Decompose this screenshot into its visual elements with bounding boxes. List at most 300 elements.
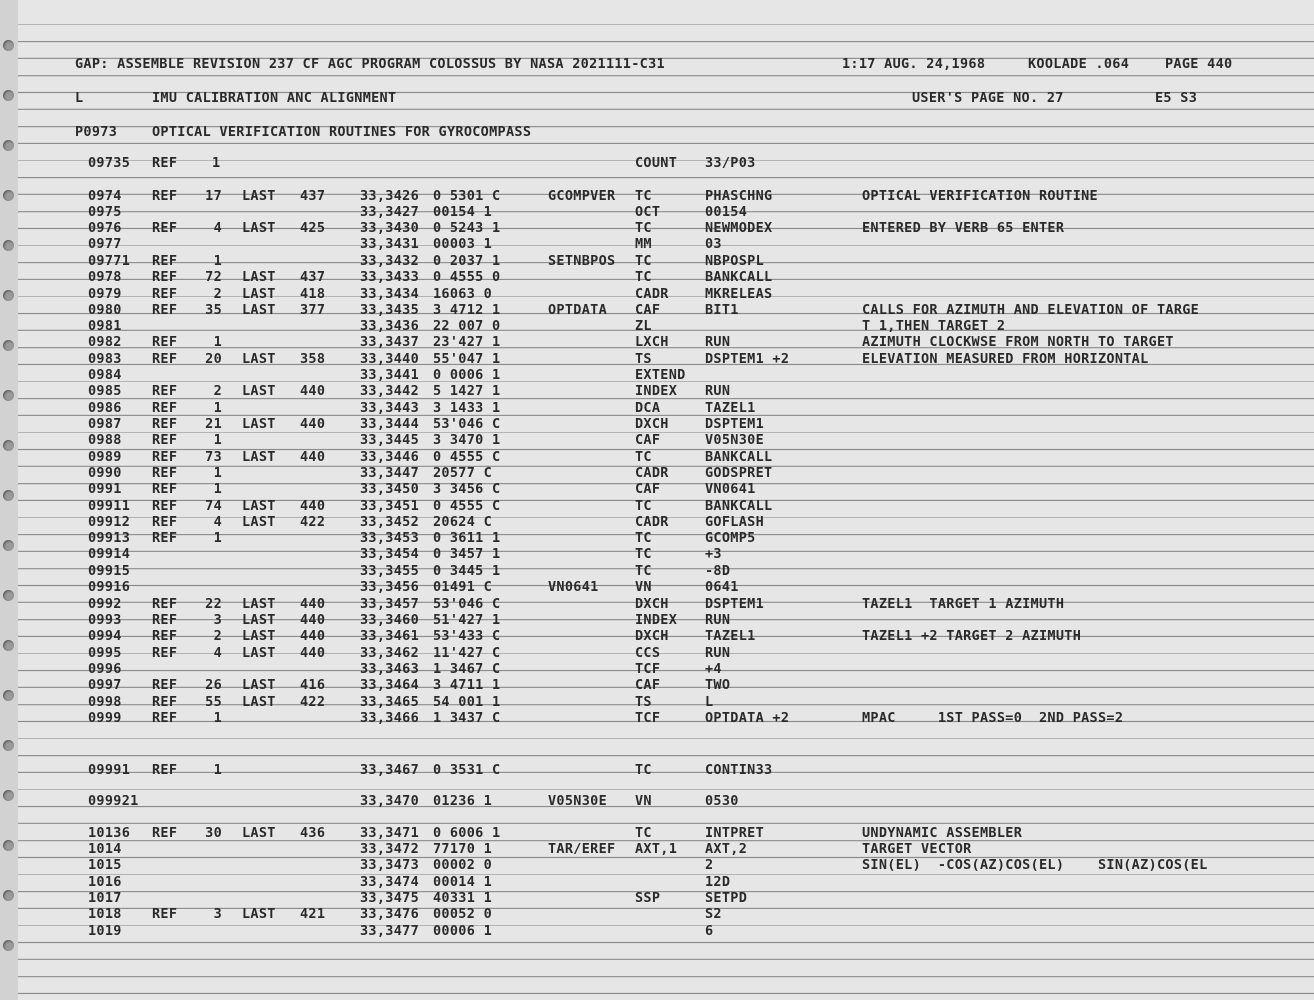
listing-row [0,661,1314,677]
opcode: SSP [635,890,661,906]
last-page: 422 [300,514,326,530]
ref-keyword: REF [152,677,178,693]
seq-number: 09913 [88,530,131,546]
seq-number: 0987 [88,416,122,432]
section-marker: L [75,90,84,106]
line-comment: ENTERED BY VERB 65 ENTER [862,220,1065,236]
last-keyword: LAST [242,383,276,399]
opcode: CADR [635,514,669,530]
ref-count: 1 [213,481,222,497]
opcode: CADR [635,286,669,302]
opcode: TC [635,825,652,841]
octal-word: 3 4712 1 [433,302,501,318]
count-line [0,155,1314,171]
bank-address: 33,3450 [360,481,419,497]
line-comment: T 1,THEN TARGET 2 [862,318,1006,334]
operand: OPTDATA +2 [705,710,790,726]
opcode: TC [635,253,652,269]
operand: GCOMP5 [705,530,756,546]
bank-address: 33,3432 [360,253,419,269]
operand: 2 [705,857,714,873]
listing-row [0,188,1314,204]
ref-keyword: REF [152,400,178,416]
seq-number: 0999 [88,710,122,726]
listing-row [0,793,1314,809]
bank-address: 33,3461 [360,628,419,644]
opcode: MM [635,236,652,252]
seq-number: 1016 [88,874,122,890]
operand: BANKCALL [705,269,773,285]
opcode: INDEX [635,612,678,628]
seq-number: 09915 [88,563,131,579]
last-keyword: LAST [242,612,276,628]
octal-word: 3 3470 1 [433,432,501,448]
octal-word: 00003 1 [433,236,492,252]
bank-address: 33,3471 [360,825,419,841]
bank-address: 33,3436 [360,318,419,334]
octal-word: 0 4555 C [433,449,501,465]
operand: BANKCALL [705,449,773,465]
seq-number: 0979 [88,286,122,302]
last-keyword: LAST [242,286,276,302]
bank-address: 33,3464 [360,677,419,693]
listing-row [0,302,1314,318]
seq-number: 0989 [88,449,122,465]
listing-row [0,253,1314,269]
line-comment: ELEVATION MEASURED FROM HORIZONTAL [862,351,1149,367]
operand: AXT,2 [705,841,748,857]
ref-keyword: REF [152,465,178,481]
listing-row [0,677,1314,693]
operand: +3 [705,546,722,562]
opcode: CCS [635,645,661,661]
opcode: TC [635,563,652,579]
seq-number: 10136 [88,825,131,841]
opcode: TS [635,351,652,367]
last-page: 440 [300,612,326,628]
octal-word: 77170 1 [433,841,492,857]
seq-number: 0983 [88,351,122,367]
last-page: 440 [300,498,326,514]
bank-address: 33,3446 [360,449,419,465]
last-keyword: LAST [242,677,276,693]
bank-address: 33,3467 [360,762,419,778]
bank-address: 33,3466 [360,710,419,726]
operand: SETPD [705,890,748,906]
bank-address: 33,3451 [360,498,419,514]
opcode: INDEX [635,383,678,399]
operand: CONTIN33 [705,762,773,778]
listing-row [0,514,1314,530]
last-keyword: LAST [242,498,276,514]
last-page: 437 [300,269,326,285]
log-id: P0973 [75,124,118,140]
operand: DSPTEM1 [705,416,764,432]
ref-keyword: REF [152,514,178,530]
symbol-label: OPTDATA [548,302,607,318]
ref-keyword: REF [152,269,178,285]
operand: 6 [705,923,714,939]
operand: V05N30E [705,432,764,448]
octal-word: 3 4711 1 [433,677,501,693]
last-page: 440 [300,596,326,612]
bank-address: 33,3477 [360,923,419,939]
ref-keyword: REF [152,351,178,367]
listing-row [0,874,1314,890]
operand: TWO [705,677,731,693]
octal-word: 20624 C [433,514,492,530]
listing-row [0,449,1314,465]
opcode: CAF [635,432,661,448]
octal-word: 0 4555 C [433,498,501,514]
bank-address: 33,3462 [360,645,419,661]
symbol-label: VN0641 [548,579,599,595]
octal-word: 23'427 1 [433,334,501,350]
last-page: 358 [300,351,326,367]
opcode: ZL [635,318,652,334]
seq-number: 0997 [88,677,122,693]
bank-address: 33,3454 [360,546,419,562]
octal-word: 00052 0 [433,906,492,922]
last-keyword: LAST [242,628,276,644]
last-page: 440 [300,449,326,465]
line-comment: TARGET VECTOR [862,841,972,857]
last-page: 418 [300,286,326,302]
ref-count: 72 [205,269,222,285]
ref-keyword: REF [152,628,178,644]
listing-row [0,546,1314,562]
opcode: TC [635,546,652,562]
last-keyword: LAST [242,416,276,432]
ref-count: 4 [213,220,222,236]
last-page: 440 [300,645,326,661]
listing-row [0,579,1314,595]
print-timestamp: 1:17 AUG. 24,1968 [842,56,986,72]
bank-address: 33,3430 [360,220,419,236]
ref-count: 1 [212,155,221,171]
ref-count: 4 [213,514,222,530]
octal-word: 1 3437 C [433,710,501,726]
operand: 0641 [705,579,739,595]
listing-row [0,204,1314,220]
symbol-label: SETNBPOS [548,253,616,269]
listing-row [0,498,1314,514]
ref-keyword: REF [152,253,178,269]
opcode: DXCH [635,596,669,612]
ref-keyword: REF [152,825,178,841]
listing-row [0,465,1314,481]
last-keyword: LAST [242,825,276,841]
ref-count: 35 [205,302,222,318]
octal-word: 0 3457 1 [433,546,501,562]
listing-row [0,612,1314,628]
seq-number: 0992 [88,596,122,612]
operand: PHASCHNG [705,188,773,204]
ref-keyword: REF [152,498,178,514]
seq-number: 099921 [88,793,139,809]
last-keyword: LAST [242,514,276,530]
bank-address: 33,3472 [360,841,419,857]
octal-word: 0 0006 1 [433,367,501,383]
seq-number: 0996 [88,661,122,677]
seq-number: 0998 [88,694,122,710]
octal-word: 55'047 1 [433,351,501,367]
last-keyword: LAST [242,351,276,367]
ref-count: 1 [213,762,222,778]
octal-word: 01236 1 [433,793,492,809]
listing-row [0,563,1314,579]
octal-word: 40331 1 [433,890,492,906]
operand: BIT1 [705,302,739,318]
ref-count: 55 [205,694,222,710]
operand: +4 [705,661,722,677]
opcode: CAF [635,302,661,318]
bank-address: 33,3445 [360,432,419,448]
last-page: 437 [300,188,326,204]
operand: GOFLASH [705,514,764,530]
seq-number: 0994 [88,628,122,644]
user-code: E5 S3 [1155,90,1198,106]
bank-address: 33,3442 [360,383,419,399]
octal-word: 00154 1 [433,204,492,220]
operand: MKRELEAS [705,286,773,302]
bank-address: 33,3455 [360,563,419,579]
ref-keyword: REF [152,416,178,432]
bank-address: 33,3431 [360,236,419,252]
bank-address: 33,3447 [360,465,419,481]
last-keyword: LAST [242,645,276,661]
seq-number: 0974 [88,188,122,204]
opcode: TC [635,220,652,236]
koolade-version: KOOLADE .064 [1028,56,1130,72]
bank-address: 33,3453 [360,530,419,546]
bank-address: 33,3433 [360,269,419,285]
operand: TAZEL1 [705,400,756,416]
ref-count: 1 [213,530,222,546]
octal-word: 0 2037 1 [433,253,501,269]
last-page: 440 [300,383,326,399]
operand: S2 [705,906,722,922]
listing-row [0,825,1314,841]
bank-address: 33,3437 [360,334,419,350]
opcode: DXCH [635,416,669,432]
listing-row [0,710,1314,726]
seq-number: 09916 [88,579,131,595]
ref-count: 1 [213,465,222,481]
line-comment: TAZEL1 +2 TARGET 2 AZIMUTH [862,628,1082,644]
seq-number: 0980 [88,302,122,318]
last-page: 440 [300,628,326,644]
ref-count: 1 [213,400,222,416]
last-keyword: LAST [242,302,276,318]
opcode: TC [635,188,652,204]
ref-keyword: REF [152,302,178,318]
octal-word: 22 007 0 [433,318,501,334]
bank-address: 33,3463 [360,661,419,677]
listing-row [0,645,1314,661]
operand: RUN [705,383,731,399]
octal-word: 0 5301 C [433,188,501,204]
bank-address: 33,3465 [360,694,419,710]
listing-row [0,383,1314,399]
operand: GODSPRET [705,465,773,481]
seq-number: 09911 [88,498,131,514]
ref-count: 4 [213,645,222,661]
seq-number: 0985 [88,383,122,399]
seq-number: 0988 [88,432,122,448]
bank-address: 33,3470 [360,793,419,809]
ref-keyword: REF [152,762,178,778]
ref-count: 20 [205,351,222,367]
seq-number: 0977 [88,236,122,252]
users-page-number: USER'S PAGE NO. 27 [912,90,1064,106]
ref-count: 1 [213,710,222,726]
opcode: VN [635,579,652,595]
operand: DSPTEM1 +2 [705,351,790,367]
seq-number: 0986 [88,400,122,416]
ref-keyword: REF [152,906,178,922]
last-keyword: LAST [242,269,276,285]
ref-count: 2 [213,383,222,399]
seq-number: 0975 [88,204,122,220]
listing-row [0,596,1314,612]
ref-keyword: REF [152,694,178,710]
ref-keyword: REF [152,645,178,661]
opcode: DCA [635,400,661,416]
seq-number: 1019 [88,923,122,939]
ref-keyword: REF [152,286,178,302]
opcode: TC [635,269,652,285]
octal-word: 0 6006 1 [433,825,501,841]
symbol-label: V05N30E [548,793,607,809]
bank-address: 33,3427 [360,204,419,220]
line-comment: CALLS FOR AZIMUTH AND ELEVATION OF TARGE [862,302,1200,318]
seq-number: 0990 [88,465,122,481]
octal-word: 00002 0 [433,857,492,873]
bank-address: 33,3456 [360,579,419,595]
listing-row [0,416,1314,432]
opcode: CADR [635,465,669,481]
operand: RUN [705,645,731,661]
last-page: 422 [300,694,326,710]
seq-number: 09914 [88,546,131,562]
symbol-label: TAR/EREF [548,841,616,857]
seq-number: 0976 [88,220,122,236]
listing-row [0,432,1314,448]
ref-count: 74 [205,498,222,514]
ref-count: 3 [213,612,222,628]
ref-count: 2 [213,286,222,302]
opcode: TC [635,449,652,465]
operand: BANKCALL [705,498,773,514]
last-keyword: LAST [242,906,276,922]
operand: NBPOSPL [705,253,764,269]
opcode: LXCH [635,334,669,350]
octal-word: 0 4555 0 [433,269,501,285]
listing-row [0,530,1314,546]
ref-count: 73 [205,449,222,465]
octal-word: 53'046 C [433,416,501,432]
ref-keyword: REF [152,220,178,236]
listing-row [0,628,1314,644]
operand: RUN [705,612,731,628]
bank-address: 33,3426 [360,188,419,204]
operand: 03 [705,236,722,252]
ref-keyword: REF [152,530,178,546]
ref-keyword: REF [152,612,178,628]
listing-row [0,351,1314,367]
bank-address: 33,3441 [360,367,419,383]
seq-number: 0995 [88,645,122,661]
octal-word: 0 5243 1 [433,220,501,236]
octal-word: 00006 1 [433,923,492,939]
listing-row [0,400,1314,416]
bank-address: 33,3457 [360,596,419,612]
octal-word: 1 3467 C [433,661,501,677]
seq-number: 1015 [88,857,122,873]
octal-word: 54 001 1 [433,694,501,710]
bank-address: 33,3476 [360,906,419,922]
listing-row [0,269,1314,285]
operand: L [705,694,714,710]
ref-count: 1 [213,253,222,269]
operand: 12D [705,874,731,890]
last-keyword: LAST [242,220,276,236]
seq-number: 0991 [88,481,122,497]
bank-address: 33,3443 [360,400,419,416]
line-comment: UNDYNAMIC ASSEMBLER [862,825,1023,841]
line-comment: OPTICAL VERIFICATION ROUTINE [862,188,1098,204]
last-keyword: LAST [242,449,276,465]
line-comment: AZIMUTH CLOCKWSE FROM NORTH TO TARGET [862,334,1174,350]
opcode: TS [635,694,652,710]
listing-row [0,334,1314,350]
seq-number: 1014 [88,841,122,857]
last-page: 377 [300,302,326,318]
operand: -8D [705,563,731,579]
octal-word: 01491 C [433,579,492,595]
feed-hole [3,40,14,51]
ref-keyword: REF [152,710,178,726]
seq-number: 0981 [88,318,122,334]
feed-hole [3,90,14,101]
ref-keyword: REF [152,155,178,171]
last-page: 421 [300,906,326,922]
opcode: TC [635,530,652,546]
opcode: TC [635,762,652,778]
seq-number: 0982 [88,334,122,350]
ref-keyword: REF [152,334,178,350]
seq-number: 09912 [88,514,131,530]
opcode: CAF [635,481,661,497]
seq-number: 0993 [88,612,122,628]
ref-count: 3 [213,906,222,922]
log-title: OPTICAL VERIFICATION ROUTINES FOR GYROCOMPASS [152,124,532,140]
bank-address: 33,3434 [360,286,419,302]
octal-word: 0 3531 C [433,762,501,778]
ref-keyword: REF [152,188,178,204]
line-comment: TAZEL1 TARGET 1 AZIMUTH [862,596,1065,612]
listing-row [0,841,1314,857]
octal-word: 16063 0 [433,286,492,302]
ref-keyword: REF [152,596,178,612]
bank-address: 33,3475 [360,890,419,906]
bank-address: 33,3473 [360,857,419,873]
seq-number: 09735 [88,155,131,171]
symbol-label: GCOMPVER [548,188,616,204]
opcode: AXT,1 [635,841,678,857]
seq-number: 09991 [88,762,131,778]
